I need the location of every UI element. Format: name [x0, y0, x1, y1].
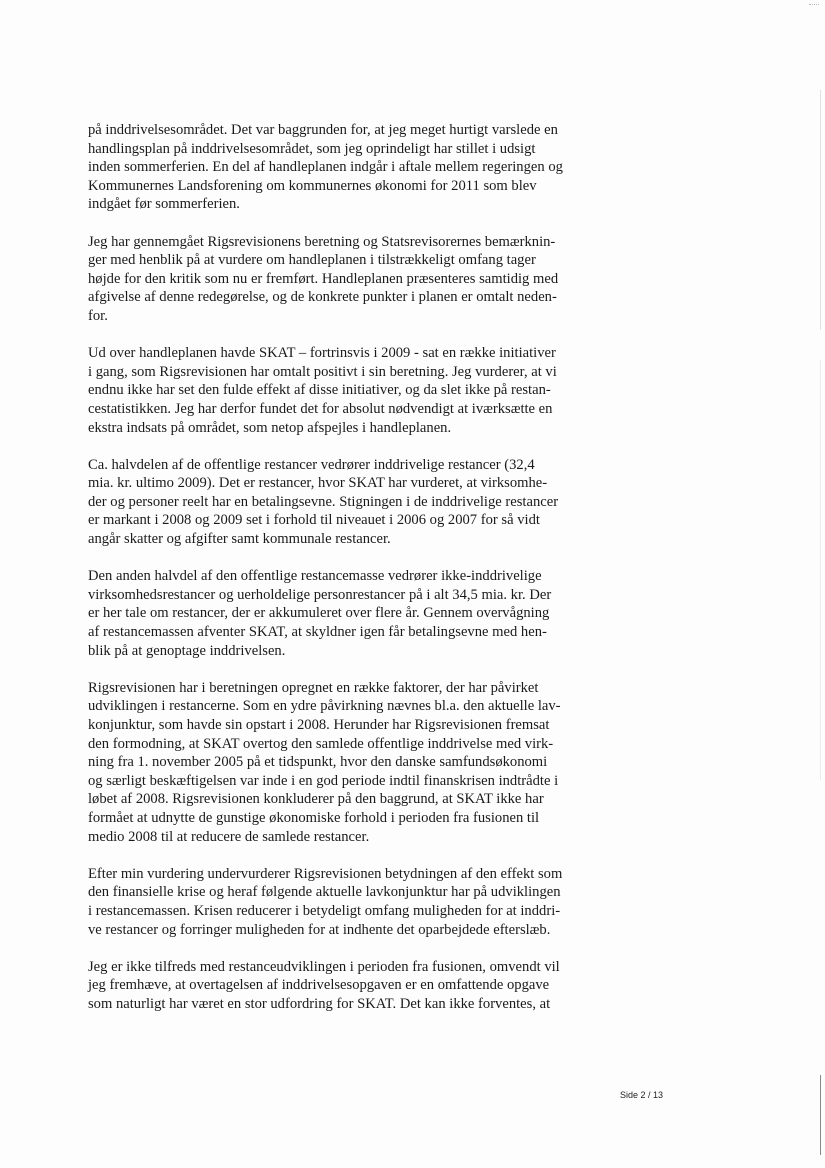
text-line: blik på at genoptage inddrivelsen. [88, 642, 286, 659]
scan-edge-mark [820, 1075, 821, 1155]
text-line: cestatistikken. Jeg har derfor fundet det for absolut nødvendigt at iværksætte en [88, 400, 553, 417]
text-line: Kommunernes Landsforening om kommunernes økonomi for 2011 som blev [88, 177, 537, 194]
text-line: for. [88, 307, 108, 324]
text-line: Rigsrevisionen har i beretningen opregnet en række faktorer, der har påvirket [88, 679, 539, 696]
text-line: Ca. halvdelen af de offentlige restancer vedrører inddrivelige restancer (32,4 [88, 456, 535, 473]
text-line: højde for den kritik som nu er fremført. Handleplanen præsenteres samtidig med [88, 270, 559, 287]
scan-artifact [809, 4, 819, 11]
text-line: Ud over handleplanen havde SKAT – fortrinsvis i 2009 - sat en række initiativer [88, 345, 556, 362]
body-text [88, 121, 608, 1032]
paragraph [88, 958, 608, 1014]
text-line: løbet af 2008. Rigsrevisionen konkluderer på den baggrund, at SKAT ikke har [88, 791, 544, 808]
text-line: ger med henblik på at vurdere om handleplanen i tilstrækkeligt omfang tager [88, 252, 536, 269]
paragraph [88, 679, 608, 846]
text-line: ekstra indsats på området, som netop afspejles i handleplanen. [88, 419, 452, 436]
text-line: er her tale om restancer, der er akkumuleret over flere år. Gennem overvågning [88, 605, 550, 622]
text-line: formået at udnytte de gunstige økonomiske forhold i perioden fra fusionen til [88, 809, 540, 826]
text-line: Den anden halvdel af den offentlige restancemasse vedrører ikke-inddrivelige [88, 568, 542, 585]
text-line: jeg fremhæve, at overtagelsen af inddrivelsesopgaven er en omfattende opgave [88, 977, 550, 994]
text-line: indgået før sommerferien. [88, 196, 240, 213]
text-line: angår skatter og afgifter samt kommunale restancer. [88, 531, 391, 548]
text-line: ve restancer og forringer muligheden for at indhente det oparbejdede efterslæb. [88, 921, 551, 938]
scan-edge-mark [820, 90, 821, 330]
text-line: og særligt beskæftigelsen var inde i en god periode indtil finanskrisen indtrådte i [88, 772, 559, 789]
scan-edge-mark [820, 360, 821, 780]
page-number: Side 2 / 13 [620, 1090, 664, 1100]
text-line: den formodning, at SKAT overtog den samlede offentlige inddrivelse med virk- [88, 735, 554, 752]
text-line: inden sommerferien. En del af handleplanen indgår i aftale mellem regeringen og [88, 159, 563, 176]
text-line: Efter min vurdering undervurderer Rigsrevisionen betydningen af den effekt som [88, 865, 563, 882]
text-line: på inddrivelsesområdet. Det var baggrunden for, at jeg meget hurtigt varslede en [88, 122, 558, 138]
text-line: mia. kr. ultimo 2009). Det er restancer, hvor SKAT har vurderet, at virksomhe- [88, 475, 548, 492]
paragraph [88, 456, 608, 549]
text-line: ning fra 1. november 2005 på et tidspunkt, hvor den danske samfundsøkonomi [88, 754, 548, 771]
text-line: Jeg er ikke tilfreds med restanceudviklingen i perioden fra fusionen, omvendt vil [88, 958, 560, 975]
paragraph [88, 865, 608, 939]
text-line: af restancemassen afventer SKAT, at skyldner igen får betalingsevne med hen- [88, 624, 547, 641]
text-line: der og personer reelt har en betalingsevne. Stigningen i de inddrivelige restancer [88, 493, 559, 510]
text-line: den finansielle krise og heraf følgende aktuelle lavkonjunktur har på udviklingen [88, 884, 561, 901]
paragraph [88, 121, 608, 214]
text-line: medio 2008 til at reducere de samlede restancer. [88, 828, 370, 845]
text-line: afgivelse af denne redegørelse, og de konkrete punkter i planen er omtalt neden- [88, 289, 557, 306]
text-line: som naturligt har været en stor udfordring for SKAT. Det kan ikke forventes, at [88, 995, 551, 1012]
paragraph [88, 344, 608, 437]
text-line: i restancemassen. Krisen reducerer i betydeligt omfang muligheden for at inddri- [88, 902, 561, 919]
text-line: handlingsplan på inddrivelsesområdet, som jeg oprindeligt har stillet i udsigt [88, 140, 536, 157]
text-line: er markant i 2008 og 2009 set i forhold til niveauet i 2006 og 2007 for så vidt [88, 512, 540, 529]
paragraph [88, 233, 608, 326]
text-line: udviklingen i restancerne. Som en ydre påvirkning nævnes bl.a. den aktuelle lav- [88, 698, 561, 715]
text-line: i gang, som Rigsrevisionen har omtalt positivt i sin beretning. Jeg vurderer, at vi [88, 363, 557, 380]
text-line: virksomhedsrestancer og uerholdelige personrestancer på i alt 34,5 mia. kr. Der [88, 586, 552, 603]
paragraph [88, 567, 608, 660]
text-line: Jeg har gennemgået Rigsrevisionens beretning og Statsrevisorernes bemærknin- [88, 233, 556, 250]
text-line: konjunktur, som havde sin opstart i 2008. Herunder har Rigsrevisionen fremsat [88, 717, 550, 733]
text-line: endnu ikke har set den fulde effekt af disse initiativer, og da slet ikke på restan- [88, 382, 551, 399]
